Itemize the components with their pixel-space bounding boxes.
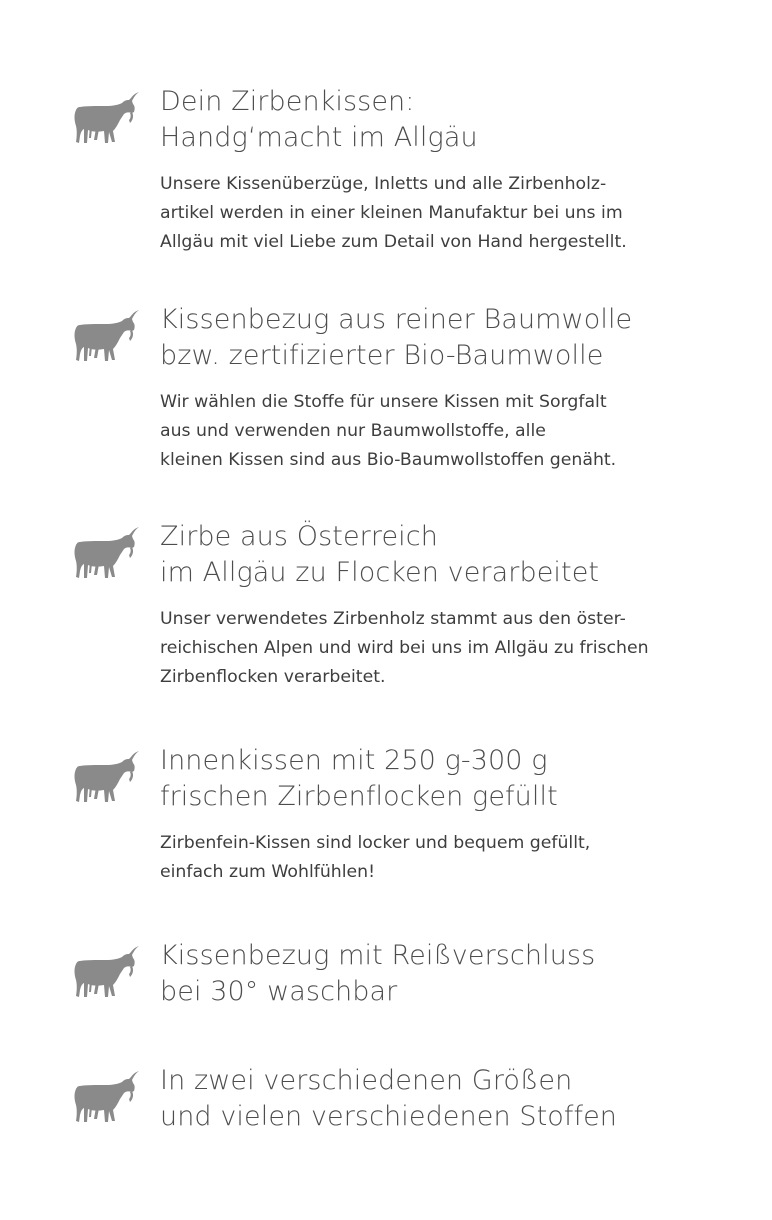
feature-title: Kissenbezug aus reiner Baumwolle bzw. zertifizierter Bio-Baumwolle	[160, 304, 633, 371]
ibex-icon	[72, 1069, 142, 1129]
feature-description: Zirbenfein-Kissen sind locker und bequem gefüllt, einfach zum Wohlfühlen!	[160, 833, 591, 882]
feature-title: Dein Zirbenkissen: Handg‘macht im Allgäu	[160, 86, 478, 153]
ibex-icon	[72, 308, 142, 368]
feature-description: Unsere Kissenüberzüge, Inletts und alle Zirbenholz- artikel werden in einer kleinen Manufaktur bei uns im Allgäu mit viel Liebe zum Detail von Hand hergestellt.	[160, 174, 627, 252]
feature-title: In zwei verschiedenen Größen und vielen verschiedenen Stoffen	[160, 1065, 618, 1132]
feature-description: Unser verwendetes Zirbenholz stammt aus den öster- reichischen Alpen und wird bei uns im Allgäu zu frischen Zirbenflocken verarbeitet.	[160, 609, 649, 687]
ibex-icon	[72, 90, 142, 150]
feature-title: Zirbe aus Österreich im Allgäu zu Flocken verarbeitet	[160, 521, 600, 588]
ibex-icon	[72, 749, 142, 809]
feature-title: Innenkissen mit 250 g-300 g frischen Zirbenflocken gefüllt	[160, 745, 558, 812]
ibex-icon	[72, 525, 142, 585]
ibex-icon	[72, 944, 142, 1004]
feature-description: Wir wählen die Stoffe für unsere Kissen mit Sorgfalt aus und verwenden nur Baumwollstoffe, alle kleinen Kissen sind aus Bio-Baumwollstoffen genäht.	[160, 392, 617, 470]
feature-title: Kissenbezug mit Reißverschluss bei 30° waschbar	[160, 940, 596, 1007]
